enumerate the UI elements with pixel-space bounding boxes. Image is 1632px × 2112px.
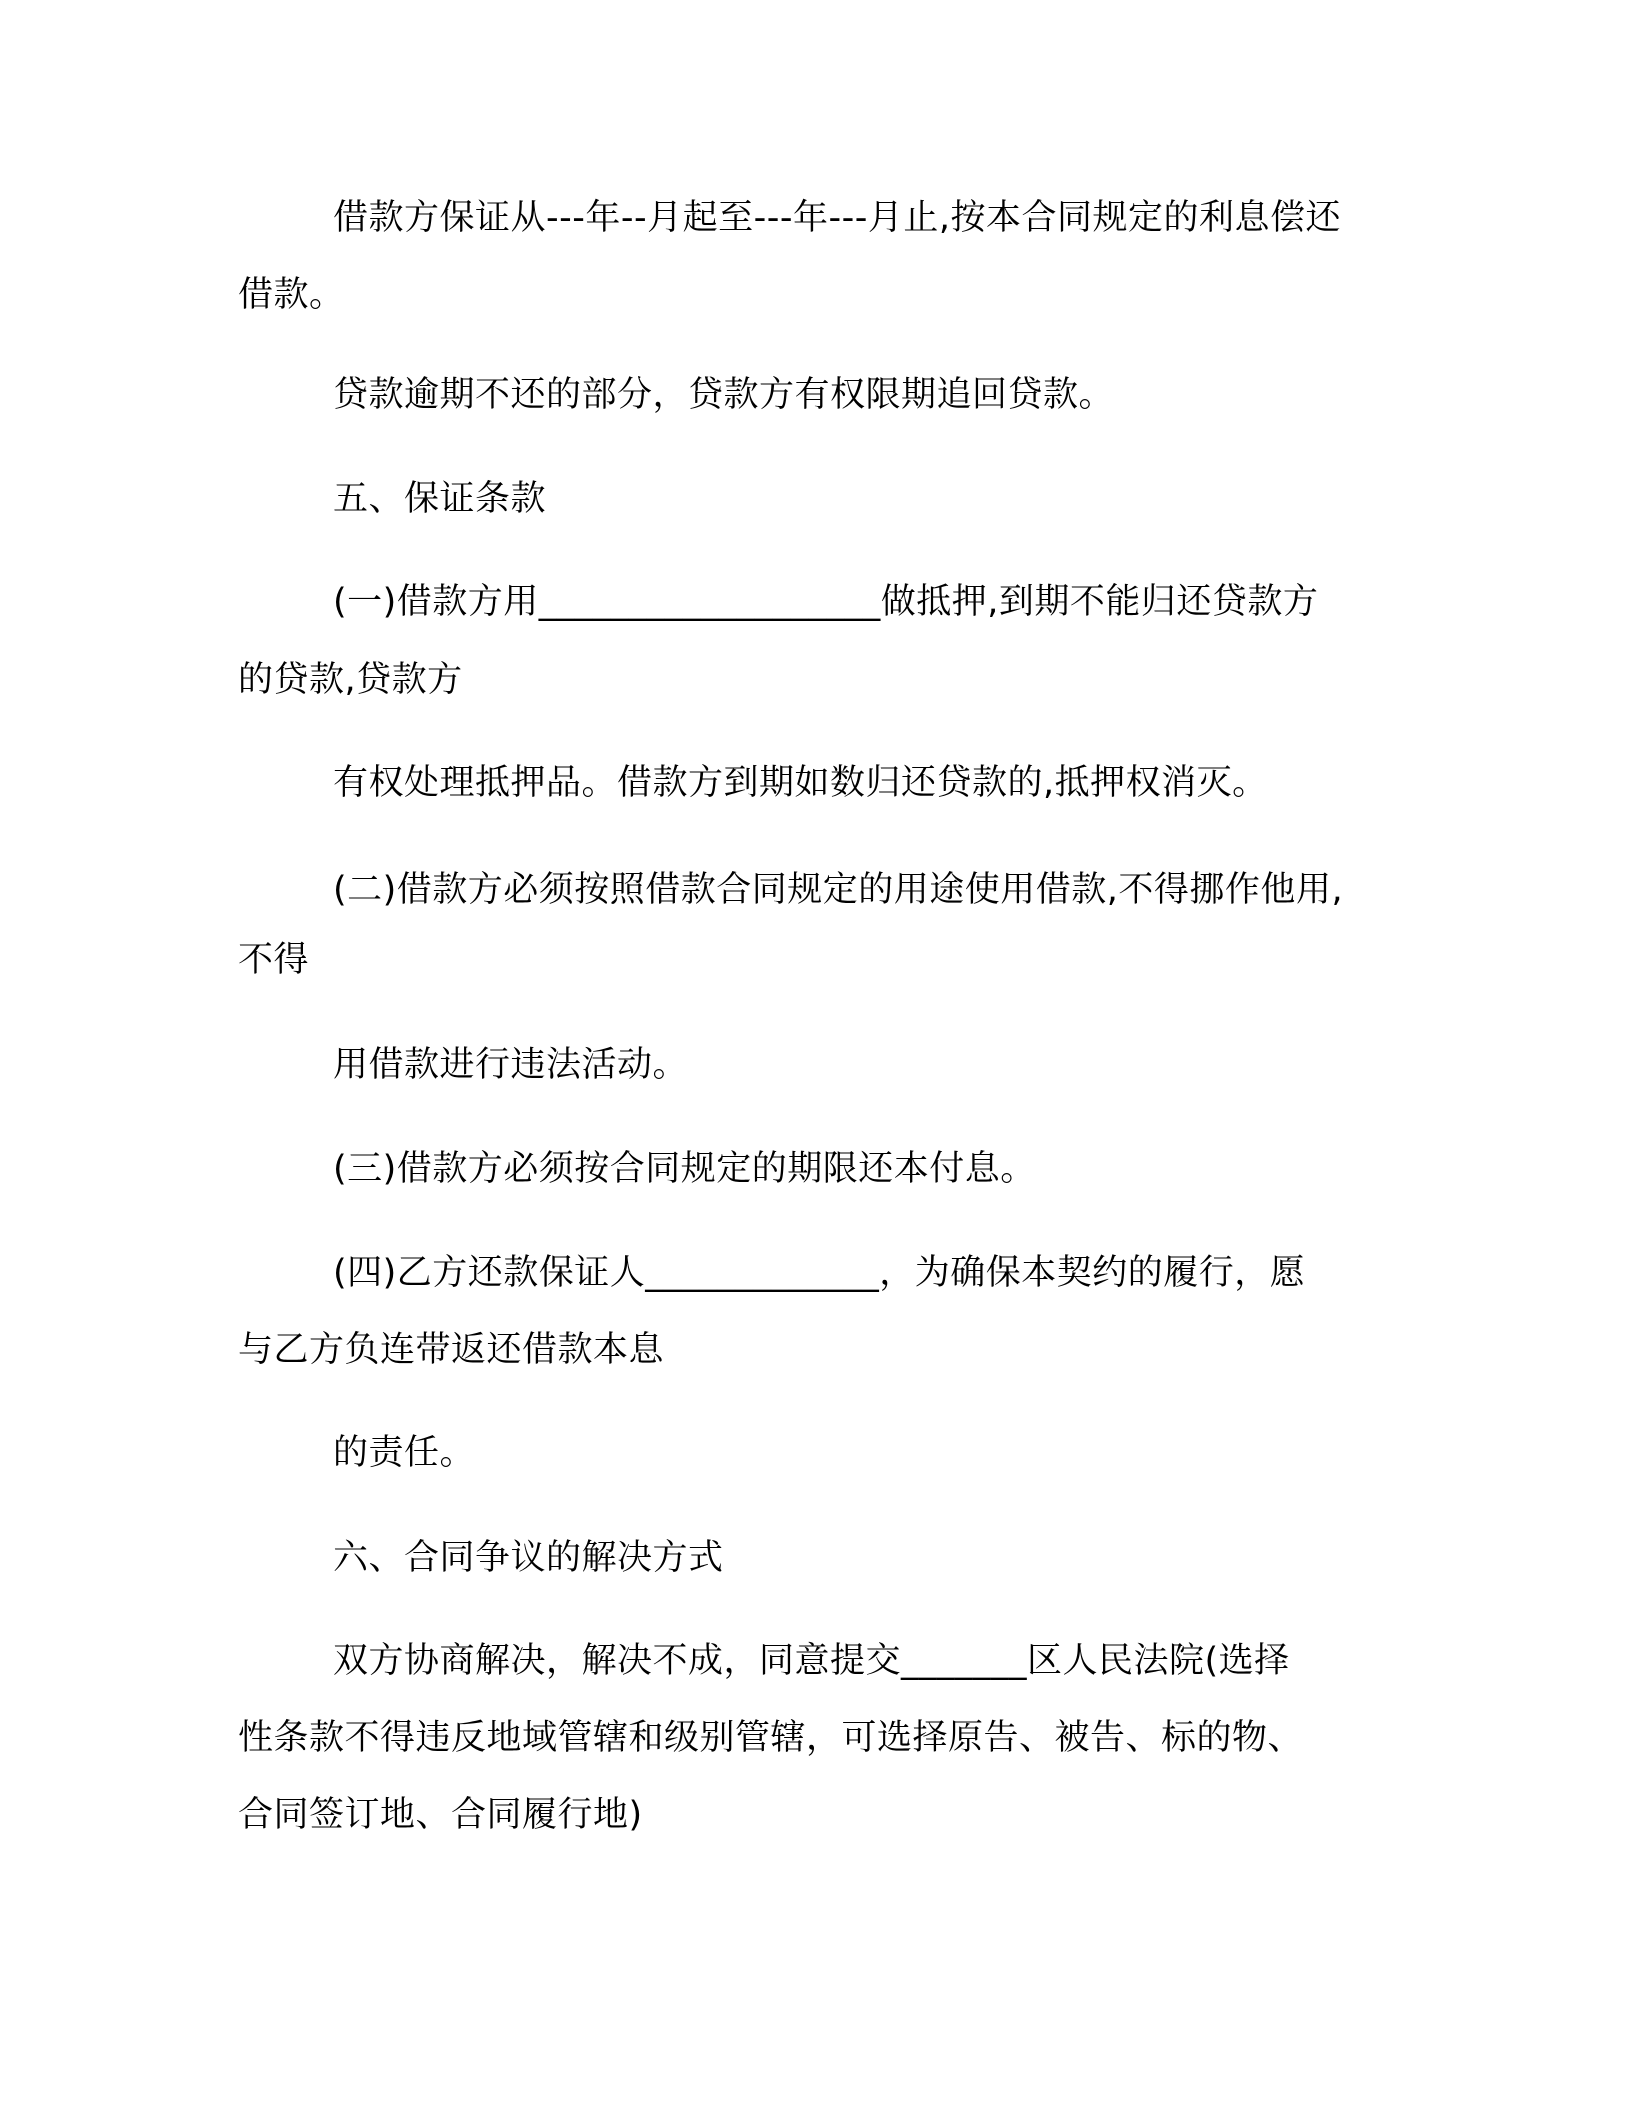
section-heading: 五、保证条款 <box>333 479 547 519</box>
paragraph-line: (二)借款方必须按照借款合同规定的用途使用借款,不得挪作他用, <box>333 870 1344 910</box>
section-heading: 六、合同争议的解决方式 <box>333 1538 724 1578</box>
paragraph-line: 合同签订地、合同履行地) <box>238 1795 643 1835</box>
paragraph-line: 借款。 <box>238 275 345 315</box>
paragraph-line: (四)乙方还款保证人_____________，为确保本契约的履行，愿 <box>333 1253 1306 1293</box>
paragraph-line: 与乙方负连带返还借款本息 <box>238 1330 665 1370</box>
paragraph-line: 用借款进行违法活动。 <box>333 1045 689 1085</box>
paragraph-line: 贷款逾期不还的部分，贷款方有权限期追回贷款。 <box>333 375 1115 415</box>
paragraph-line: (三)借款方必须按合同规定的期限还本付息。 <box>333 1149 1036 1189</box>
paragraph-line: 借款方保证从---年--月起至---年---月止,按本合同规定的利息偿还 <box>333 198 1342 238</box>
paragraph-line: 性条款不得违反地域管辖和级别管辖，可选择原告、被告、标的物、 <box>238 1718 1304 1758</box>
paragraph-line: 有权处理抵押品。借款方到期如数归还贷款的,抵押权消灭。 <box>333 763 1268 803</box>
paragraph-line: 的责任。 <box>333 1433 476 1473</box>
paragraph-line: 的贷款,贷款方 <box>238 660 463 700</box>
paragraph-line: (一)借款方用___________________做抵押,到期不能归还贷款方 <box>333 582 1319 622</box>
paragraph-line: 双方协商解决，解决不成，同意提交_______区人民法院(选择 <box>333 1641 1290 1681</box>
paragraph-line: 不得 <box>238 940 310 980</box>
